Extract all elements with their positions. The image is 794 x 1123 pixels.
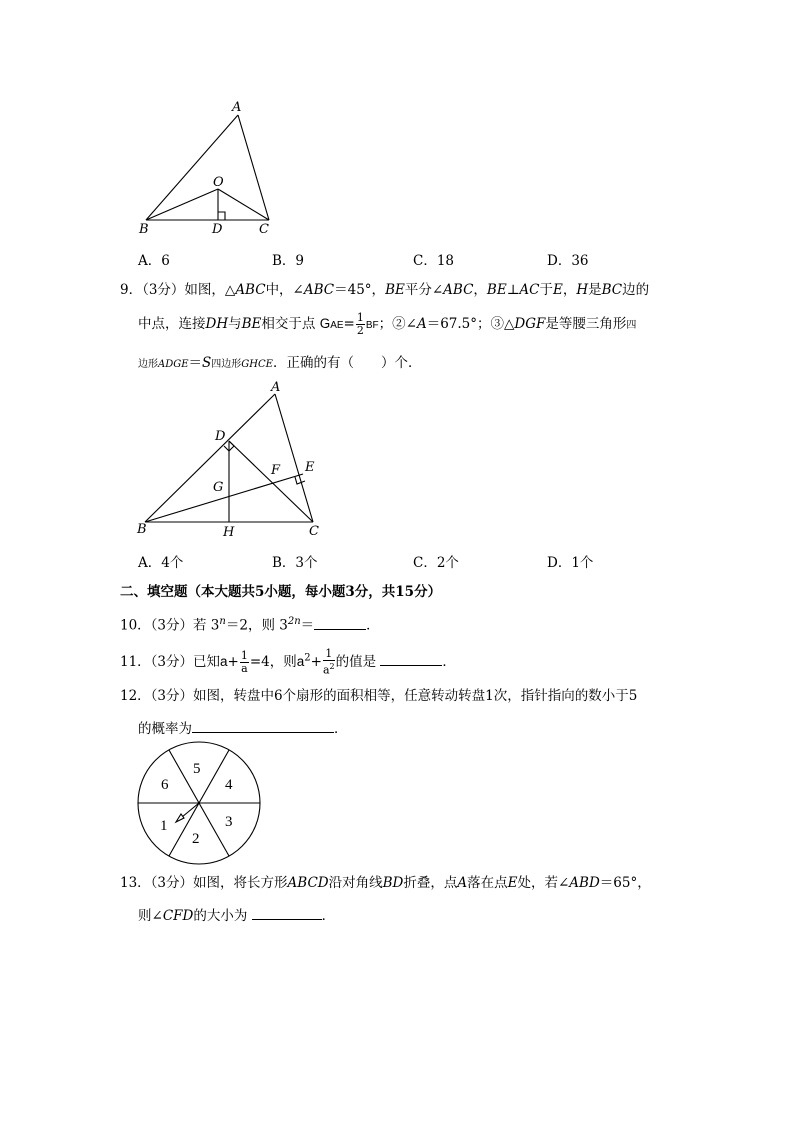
wheel-number-6: 6 [161, 777, 169, 793]
fig9-label-A: A [271, 380, 281, 395]
wheel-number-2: 2 [192, 831, 200, 847]
fig8-label-B: B [139, 222, 149, 237]
q13-line2: 则∠CFD的大小为 ． [138, 905, 335, 925]
q13-answer-blank[interactable] [252, 905, 322, 920]
wheel-number-3: 3 [225, 814, 233, 830]
fig9-label-E: E [305, 460, 315, 475]
fig9-label-G: G [213, 480, 224, 495]
q9-line3: 边形ADGE＝S四边形GHCE．正确的有（ ）个． [138, 355, 422, 371]
fig8-label-D: D [212, 222, 223, 237]
fig9-label-H: H [223, 525, 235, 540]
q10: 10．（3分）若 $3^n=2$，则 $3^{2n}=$ ． [120, 616, 380, 634]
fig9-label-C: C [309, 524, 319, 539]
q12-line2: 的概率为 ． [138, 718, 348, 738]
q9-option-a: A．4个 [138, 555, 184, 571]
q9-line1: 9．（3分）如图，△ABC中，∠ABC＝45°，BE平分∠ABC，BE⊥AC于E，H是BC边的 [120, 282, 650, 298]
wheel-number-1: 1 [160, 818, 168, 834]
q12-line1: 12．（3分）如图，转盘中6个扇形的面积相等，任意转动转盘1次，指针指向的数小于5 [120, 688, 638, 704]
q9-option-d: D．1个 [547, 555, 594, 571]
fig8-label-A: A [232, 100, 242, 115]
wheel-number-5: 5 [193, 761, 201, 777]
q9-line2: 中点，连接DH与BE相交于点 GAE= $\frac{1}{2}$ BF；②∠A＝67.5°；③△DGF是等腰三角形四 [138, 311, 637, 337]
fig9-label-F: F [271, 463, 281, 478]
q9-option-b: B．3个 [272, 555, 318, 571]
q8-option-d: D．36 [547, 253, 589, 269]
section-2-heading: 二、填空题（本大题共5小题，每小题3分，共15分） [120, 584, 442, 600]
q13-line1: 13．（3分）如图，将长方形ABCD沿对角线BD折叠，点A落在点E处，若∠ABD＝65°， [120, 875, 651, 891]
q8-option-b: B．9 [272, 253, 305, 269]
wheel-number-4: 4 [225, 777, 233, 793]
q8-option-a: A．6 [138, 253, 170, 269]
q8-option-c: C．18 [413, 253, 455, 269]
fig8-label-C: C [259, 222, 269, 237]
q11: 11．（3分）已知a+ $\frac{1}{a}$ =4，则$a^2+$ $\frac{1}{a^2}$ 的值是 ． [120, 647, 456, 677]
q9-option-c: C．2个 [413, 555, 459, 571]
fig8-label-O: O [213, 175, 224, 190]
fig9-label-B: B [137, 522, 147, 537]
fig9-label-D: D [215, 429, 226, 444]
